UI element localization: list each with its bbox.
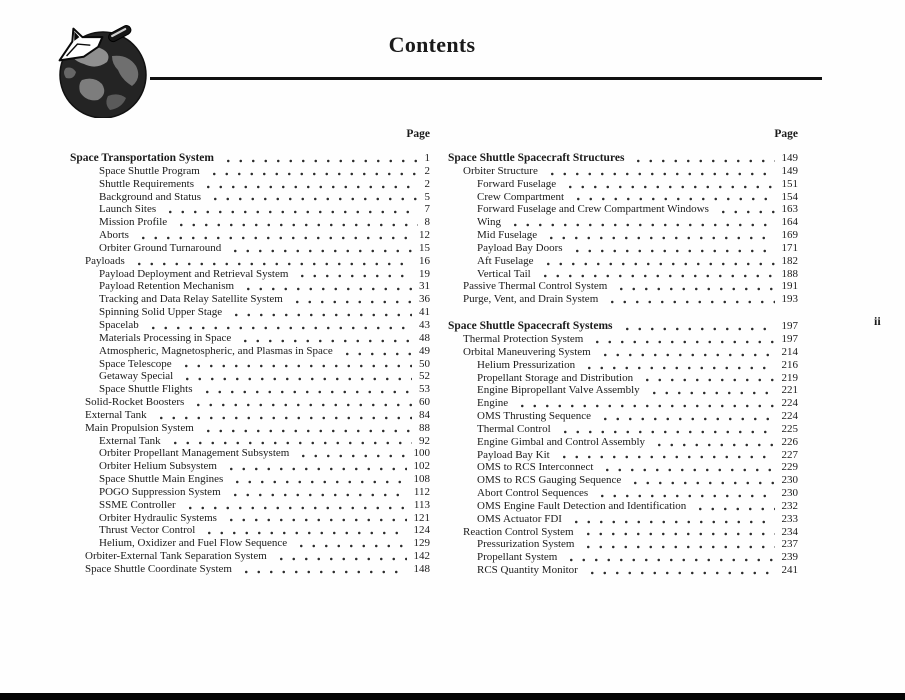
toc-entry-page[interactable]: 151 (781, 177, 798, 190)
toc-entry-page[interactable]: 197 (781, 332, 798, 345)
dot-leader (641, 372, 774, 385)
toc-entry-page[interactable]: 163 (781, 203, 798, 216)
toc-row (70, 293, 430, 306)
toc-row (448, 242, 798, 255)
toc-entry-page[interactable]: 43 (419, 318, 430, 331)
toc-column-right (448, 128, 798, 577)
toc-row (448, 513, 798, 526)
toc-entry-label[interactable]: Materials Processing in Space (99, 331, 232, 344)
toc-row (70, 255, 430, 268)
toc-row (448, 500, 798, 513)
dot-leader (571, 242, 775, 255)
toc-entry-label[interactable]: Getaway Special (99, 370, 174, 383)
toc-row (70, 512, 430, 525)
toc-row (448, 255, 798, 268)
toc-entry-page[interactable]: 16 (419, 254, 430, 267)
toc-rows (70, 152, 430, 576)
toc-entry-page[interactable]: 193 (781, 293, 798, 306)
toc-row (448, 564, 798, 577)
toc-entry-label[interactable]: Forward Fuselage (477, 177, 557, 190)
toc-entry-label[interactable]: Orbiter Ground Turnaround (99, 241, 222, 254)
toc-row (448, 423, 798, 436)
toc-row (448, 384, 798, 397)
toc-entry-label[interactable]: Tracking and Data Relay Satellite System (99, 293, 283, 306)
toc-entry-label[interactable]: Space Shuttle Spacecraft Systems (448, 320, 613, 333)
toc-row (448, 280, 798, 293)
toc-entry-label[interactable]: POGO Suppression System (99, 485, 221, 498)
toc-row (70, 358, 430, 371)
dot-leader (601, 461, 774, 474)
toc-entry-page[interactable]: 36 (419, 293, 430, 306)
shuttle-orbiting-earth-icon (52, 20, 148, 118)
toc-entry-page[interactable]: 7 (424, 203, 430, 216)
toc-entry-page[interactable]: 227 (781, 448, 798, 461)
toc-entry-label[interactable]: Pressurization System (477, 538, 575, 551)
toc-row (70, 165, 430, 178)
dot-leader (225, 460, 407, 473)
toc-entry-label[interactable]: Crew Compartment (477, 190, 565, 203)
toc-entry-label[interactable]: Forward Fuselage and Crew Compartment Windows (477, 203, 709, 216)
toc-entry-label[interactable]: Space Shuttle Main Engines (99, 473, 224, 486)
toc-entry-label[interactable]: Helium, Oxidizer and Fuel Flow Sequence (99, 537, 288, 550)
dot-leader (615, 280, 774, 293)
toc-entry-label[interactable]: OMS Engine Fault Detection and Identification (477, 499, 687, 512)
toc-entry-label[interactable]: Space Shuttle Flights (99, 383, 193, 396)
toc-entry-page[interactable]: 31 (419, 280, 430, 293)
toc-entry-label[interactable]: Propellant System (477, 551, 558, 564)
toc-entry-page[interactable]: 197 (781, 320, 798, 333)
toc-row (448, 436, 798, 449)
toc-row (70, 306, 430, 319)
toc-entry-label[interactable]: Main Propulsion System (85, 421, 194, 434)
dot-leader (239, 332, 412, 345)
toc-entry-page[interactable]: 224 (781, 397, 798, 410)
toc-row (448, 229, 798, 242)
page-bottom-edge (0, 693, 905, 700)
toc-row (70, 178, 430, 191)
toc-entry-page[interactable]: 191 (781, 280, 798, 293)
toc-entry-page[interactable]: 8 (424, 216, 430, 229)
toc-entry-label[interactable]: Propellant Storage and Distribution (477, 371, 634, 384)
dot-leader (570, 513, 775, 526)
toc-entry-label[interactable]: Abort Control Sequences (477, 487, 589, 500)
toc-entry-page[interactable]: 234 (781, 525, 798, 538)
toc-row (70, 280, 430, 293)
toc-row (70, 435, 430, 448)
dot-leader (341, 345, 412, 358)
folio-page-number: ii (874, 314, 881, 328)
toc-rows (448, 152, 798, 577)
toc-entry-page[interactable]: 60 (419, 396, 430, 409)
toc-row (448, 410, 798, 423)
toc-entry-label[interactable]: Helium Pressurization (477, 358, 576, 371)
dot-leader (133, 255, 412, 268)
toc-entry-page[interactable]: 12 (419, 229, 430, 242)
toc-row (448, 293, 798, 306)
page-column-header: Page (774, 128, 798, 140)
toc-entry-page[interactable]: 50 (419, 357, 430, 370)
toc-entry-page[interactable]: 164 (781, 216, 798, 229)
toc-row (70, 447, 430, 460)
dot-leader (180, 358, 412, 371)
toc-row (70, 524, 430, 537)
dot-leader (509, 216, 775, 229)
toc-row (70, 383, 430, 396)
toc-entry-page[interactable]: 2 (424, 177, 430, 190)
dot-leader (275, 550, 407, 563)
toc-entry-label[interactable]: Passive Thermal Control System (463, 280, 608, 293)
toc-row (448, 320, 798, 333)
dot-leader (192, 396, 412, 409)
toc-entry-label[interactable]: Thermal Protection System (463, 332, 584, 345)
dot-leader (203, 524, 406, 537)
toc-entry-label[interactable]: Wing (477, 216, 501, 229)
dot-leader (558, 449, 775, 462)
toc-entry-page[interactable]: 237 (781, 538, 798, 551)
toc-entry-label[interactable]: Orbiter Structure (463, 164, 538, 177)
toc-entry-page[interactable]: 239 (781, 551, 798, 564)
dot-leader (242, 280, 412, 293)
toc-row (70, 268, 430, 281)
dot-leader (222, 152, 418, 165)
page-title: Contents (388, 32, 476, 57)
toc-entry-label[interactable]: Aborts (99, 229, 129, 242)
dot-leader (208, 165, 418, 178)
toc-entry-label[interactable]: Engine Bipropellant Valve Assembly (477, 384, 640, 397)
toc-entry-page[interactable]: 219 (781, 371, 798, 384)
toc-row (448, 152, 798, 165)
dot-leader (295, 537, 406, 550)
dot-leader (240, 563, 407, 576)
toc-row (70, 229, 430, 242)
toc-entry-label[interactable]: Space Transportation System (70, 152, 214, 164)
dot-leader (559, 423, 775, 436)
toc-entry-page[interactable]: 241 (781, 564, 798, 577)
dot-leader (653, 436, 774, 449)
toc-entry-page[interactable]: 48 (419, 331, 430, 344)
toc-entry-page[interactable]: 148 (413, 563, 430, 575)
toc-entry-page[interactable]: 232 (781, 499, 798, 512)
toc-entry-page[interactable]: 142 (413, 550, 430, 563)
dot-leader (717, 203, 775, 216)
toc-entry-page[interactable]: 149 (781, 164, 798, 177)
toc-entry-label[interactable]: OMS Thrusting Sequence (477, 410, 592, 423)
toc-entry-label[interactable]: Thermal Control (477, 422, 551, 435)
toc-entry-page[interactable]: 49 (419, 344, 430, 357)
toc-row (448, 487, 798, 500)
toc-entry-page[interactable]: 214 (781, 345, 798, 358)
toc-entry-label[interactable]: Mid Fuselage (477, 229, 538, 242)
toc-row (70, 409, 430, 422)
toc-entry-page[interactable]: 19 (419, 267, 430, 280)
dot-leader (147, 319, 412, 332)
toc-entry-label[interactable]: External Tank (99, 434, 161, 447)
toc-row (70, 486, 430, 499)
dot-leader (202, 422, 412, 435)
toc-entry-page[interactable]: 171 (781, 241, 798, 254)
dot-leader (546, 165, 775, 178)
toc-row (448, 333, 798, 346)
toc-entry-page[interactable]: 15 (419, 241, 430, 254)
page-column-header: Page (406, 128, 430, 140)
toc-entry-page[interactable]: 188 (781, 267, 798, 280)
toc-entry-page[interactable]: 113 (413, 498, 430, 511)
toc-row (448, 474, 798, 487)
dot-leader (164, 203, 417, 216)
toc-entry-page[interactable]: 229 (781, 461, 798, 474)
toc-row (448, 346, 798, 359)
toc-entry-page[interactable]: 52 (419, 370, 430, 383)
toc-entry-page[interactable]: 149 (781, 152, 798, 164)
toc-entry-page[interactable]: 230 (781, 487, 798, 500)
toc-entry-page[interactable]: 230 (781, 474, 798, 487)
toc-entry-page[interactable]: 1 (424, 152, 430, 164)
toc-entry-label[interactable]: Vertical Tail (477, 267, 531, 280)
toc-entry-label[interactable]: External Tank (85, 408, 147, 421)
toc-entry-label[interactable]: Shuttle Requirements (99, 177, 195, 190)
toc-row (448, 372, 798, 385)
toc-entry-page[interactable]: 226 (781, 435, 798, 448)
dot-leader (648, 384, 775, 397)
dot-leader (599, 346, 775, 359)
toc-entry-label[interactable]: Engine Gimbal and Control Assembly (477, 435, 646, 448)
toc-entry-page[interactable]: 88 (419, 421, 430, 434)
toc-entry-page[interactable]: 216 (781, 358, 798, 371)
toc-entry-page[interactable]: 53 (419, 383, 430, 396)
toc-entry-label[interactable]: Payloads (85, 254, 125, 267)
toc-row (448, 461, 798, 474)
toc-entry-page[interactable]: 92 (419, 434, 430, 447)
toc-entry-label[interactable]: Purge, Vent, and Drain System (463, 293, 599, 306)
dot-leader (591, 333, 774, 346)
dot-leader (564, 178, 774, 191)
toc-entry-label[interactable]: Mission Profile (99, 216, 168, 229)
dot-leader (155, 409, 412, 422)
toc-entry-label[interactable]: Aft Fuselage (477, 254, 534, 267)
toc-entry-label[interactable]: Orbiter-External Tank Separation System (85, 550, 267, 563)
toc-entry-label[interactable]: Space Shuttle Coordinate System (85, 563, 232, 575)
toc-entry-label[interactable]: Space Telescope (99, 357, 172, 370)
toc-row (70, 191, 430, 204)
dot-leader (621, 320, 775, 333)
toc-row (70, 152, 430, 165)
toc-entry-label[interactable]: OMS Actuator FDI (477, 512, 562, 525)
toc-entry-label[interactable]: OMS to RCS Gauging Sequence (477, 474, 622, 487)
dot-leader (596, 487, 774, 500)
toc-entry-label[interactable]: Reaction Control System (463, 525, 574, 538)
dot-leader (539, 268, 775, 281)
toc-entry-label[interactable]: Spacelab (99, 318, 139, 331)
toc-entry-label[interactable]: RCS Quantity Monitor (477, 564, 578, 577)
toc-entry-page[interactable]: 108 (413, 473, 430, 486)
dot-leader (296, 268, 412, 281)
dot-leader (291, 293, 412, 306)
toc-entry-page[interactable]: 169 (781, 229, 798, 242)
dot-leader (545, 229, 774, 242)
toc-row (70, 473, 430, 486)
toc-row (70, 396, 430, 409)
toc-entry-label[interactable]: Atmospheric, Magnetospheric, and Plasmas in Space (99, 344, 333, 357)
dot-leader (572, 191, 774, 204)
dot-leader (599, 410, 774, 423)
toc-entry-page[interactable]: 84 (419, 408, 430, 421)
toc-entry-label[interactable]: Payload Deployment and Retrieval System (99, 267, 289, 280)
toc-entry-page[interactable]: 233 (781, 512, 798, 525)
dot-leader (231, 473, 406, 486)
toc-row (70, 370, 430, 383)
toc-entry-label[interactable]: Orbital Maneuvering System (463, 345, 591, 358)
toc-entry-page[interactable]: 41 (419, 306, 430, 319)
toc-entry-label[interactable]: Engine (477, 397, 509, 410)
toc-entry-page[interactable]: 182 (781, 254, 798, 267)
toc-row (70, 537, 430, 550)
dot-leader (606, 293, 774, 306)
toc-entry-label[interactable]: Launch Sites (99, 203, 157, 216)
toc-row (70, 332, 430, 345)
toc-entry-label[interactable]: Payload Retention Mechanism (99, 280, 235, 293)
toc-row (70, 216, 430, 229)
toc-row (70, 422, 430, 435)
toc-entry-label[interactable]: Space Shuttle Program (99, 164, 200, 177)
toc-row (448, 449, 798, 462)
dot-leader (297, 447, 406, 460)
toc-row (448, 268, 798, 281)
toc-row (448, 165, 798, 178)
toc-entry-page[interactable]: 224 (781, 410, 798, 423)
toc-row (448, 397, 798, 410)
toc-row (448, 203, 798, 216)
toc-column-left (70, 128, 430, 576)
toc-entry-page[interactable]: 154 (781, 190, 798, 203)
toc-row (448, 526, 798, 539)
toc-row (448, 178, 798, 191)
toc-entry-label[interactable]: Thrust Vector Control (99, 524, 196, 537)
dot-leader (169, 435, 412, 448)
toc-entry-page[interactable]: 124 (413, 524, 430, 537)
dot-leader (582, 538, 774, 551)
toc-entry-label[interactable]: Spinning Solid Upper Stage (99, 306, 223, 319)
toc-entry-page[interactable]: 121 (413, 511, 430, 524)
dot-leader (230, 306, 412, 319)
dot-leader (586, 564, 775, 577)
dot-leader (229, 486, 407, 499)
toc-row (448, 216, 798, 229)
toc-entry-label[interactable]: Space Shuttle Spacecraft Structures (448, 152, 625, 164)
dot-leader (694, 500, 774, 513)
toc-row (70, 499, 430, 512)
toc-entry-label[interactable]: Solid-Rocket Boosters (85, 396, 185, 409)
toc-entry-label[interactable]: Orbiter Hydraulic Systems (99, 511, 217, 524)
toc-row (448, 538, 798, 551)
toc-row (70, 242, 430, 255)
toc-row (70, 203, 430, 216)
toc-entry-page[interactable]: 100 (413, 447, 430, 460)
dot-leader (175, 216, 417, 229)
dot-leader (565, 551, 774, 564)
dot-leader (225, 512, 407, 525)
toc-entry-page[interactable]: 2 (424, 164, 430, 177)
toc-row (448, 191, 798, 204)
dot-leader (542, 255, 775, 268)
toc-entry-label[interactable]: Background and Status (99, 190, 202, 203)
dot-leader (137, 229, 412, 242)
dot-leader (583, 359, 774, 372)
toc-entry-page[interactable]: 129 (413, 537, 430, 550)
toc-row (70, 563, 430, 576)
toc-row (448, 359, 798, 372)
toc-row (70, 345, 430, 358)
toc-row (70, 550, 430, 563)
toc-entry-label[interactable]: Orbiter Propellant Management Subsystem (99, 447, 290, 460)
toc-row (70, 319, 430, 332)
toc-entry-page[interactable]: 221 (781, 384, 798, 397)
toc-entry-label[interactable]: Payload Bay Doors (477, 241, 563, 254)
dot-leader (209, 191, 417, 204)
toc-entry-page[interactable]: 112 (413, 485, 430, 498)
toc-entry-page[interactable]: 5 (424, 190, 430, 203)
dot-leader (229, 242, 412, 255)
dot-leader (629, 474, 774, 487)
toc-entry-page[interactable]: 225 (781, 422, 798, 435)
dot-leader (181, 370, 412, 383)
dot-leader (201, 383, 413, 396)
dot-leader (632, 152, 774, 165)
dot-leader (184, 499, 407, 512)
toc-entry-page[interactable]: 102 (413, 460, 430, 473)
dot-leader (582, 526, 775, 539)
toc-entry-label[interactable]: Payload Bay Kit (477, 448, 550, 461)
toc-row (448, 551, 798, 564)
dot-leader (516, 397, 774, 410)
dot-leader (202, 178, 417, 191)
toc-entry-label[interactable]: Orbiter Helium Subsystem (99, 460, 217, 473)
toc-entry-label[interactable]: SSME Controller (99, 498, 176, 511)
toc-row (70, 460, 430, 473)
title-divider-rule (150, 77, 822, 80)
toc-entry-label[interactable]: OMS to RCS Interconnect (477, 461, 594, 474)
